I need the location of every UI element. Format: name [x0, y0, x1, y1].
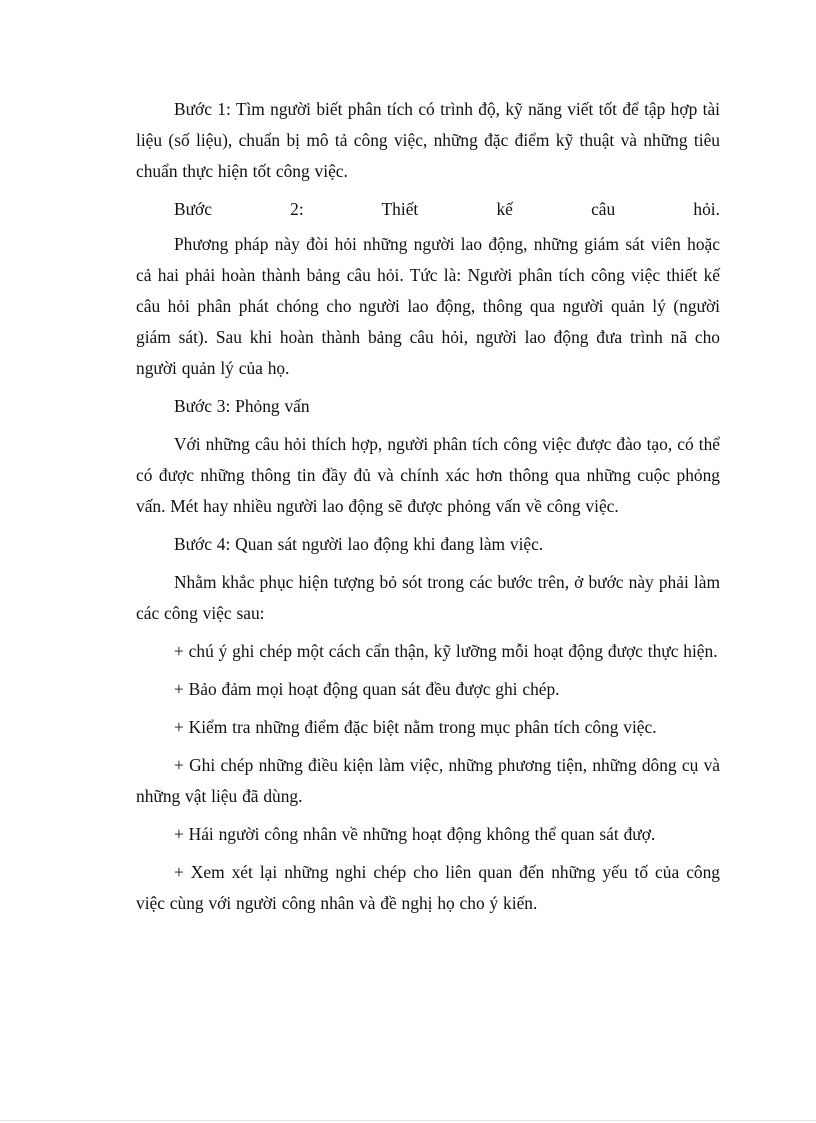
- paragraph-step-1: Bước 1: Tìm người biết phân tích có trình độ, kỹ năng viết tốt để tập hợp tài liệu (số liệu), chuẩn bị mô tả công việc, những đặc điểm kỹ thuật và những tiêu chuẩn thực hiện tốt công việc.: [136, 99, 720, 181]
- paragraph-questionnaire-method: Phương pháp này đòi hỏi những người lao động, những giám sát viên hoặc cả hai phải hoàn thành bảng câu hỏi. Tức là: Người phân tích công việc thiết kế câu hỏi phân phát chóng cho người lao động, thông qua người quản lý (người giám sát). Sau khi hoàn thành bảng câu hỏi, người lao động đưa trình nã cho người quản lý của họ.: [136, 234, 720, 378]
- list-item-review-notes: + Xem xét lại những nghi chép cho liên quan đến những yếu tố của công việc cùng với người công nhân và đề nghị họ cho ý kiến.: [136, 862, 720, 913]
- list-item-record-conditions: + Ghi chép những điều kiện làm việc, những phương tiện, những dông cụ và những vật liệu đã dùng.: [136, 755, 720, 806]
- paragraph-step-4: Bước 4: Quan sát người lao động khi đang làm việc.: [174, 534, 544, 554]
- paragraph-interview: Với những câu hỏi thích hợp, người phân tích công việc được đào tạo, có thể có được những thông tin đầy đủ và chính xác hơn thông qua những cuộc phỏng vấn. Mét hay nhiều người lao động sẽ được phỏng vấn về công việc.: [136, 434, 720, 516]
- list-item-ask-workers: + Hái người công nhân về những hoạt động không thể quan sát đượ.: [174, 824, 656, 844]
- page-bottom-divider: [0, 1120, 816, 1121]
- paragraph-step-2: Bước 2: Thiết kế câu hỏi.: [174, 199, 720, 219]
- list-item-check-special-points: + Kiểm tra những điểm đặc biệt nằm trong mục phân tích công việc.: [174, 717, 657, 737]
- paragraph-observation-intro: Nhằm khắc phục hiện tượng bỏ sót trong các bước trên, ở bước này phải làm các công việc sau:: [136, 572, 720, 623]
- list-item-note-carefully: + chú ý ghi chép một cách cẩn thận, kỹ lưỡng mỗi hoạt động được thực hiện.: [174, 641, 718, 661]
- list-item-ensure-recorded: + Bảo đảm mọi hoạt động quan sát đều được ghi chép.: [174, 679, 560, 699]
- document-body: [136, 94, 720, 926]
- paragraph-step-3: Bước 3: Phỏng vấn: [174, 396, 310, 416]
